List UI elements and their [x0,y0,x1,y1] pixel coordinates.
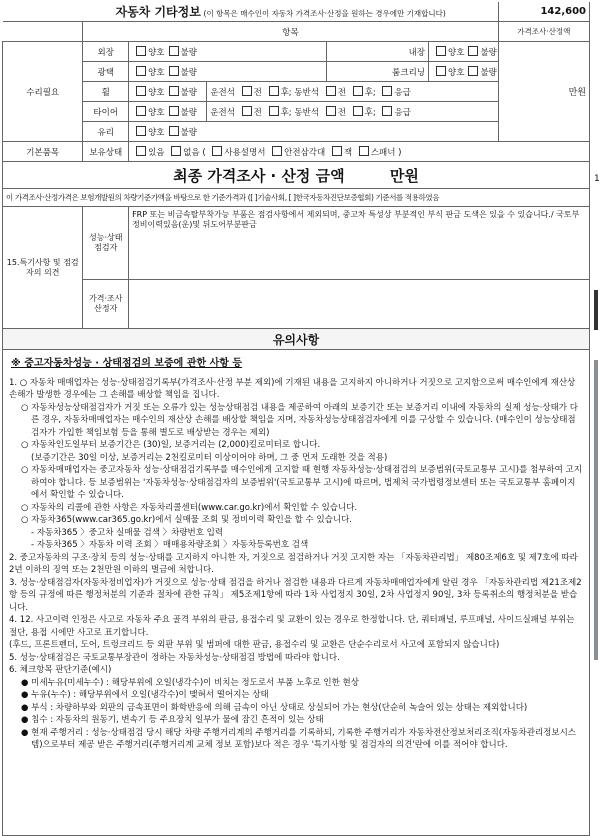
option-label: 양호 [448,47,465,58]
checkbox[interactable] [136,46,146,56]
checkbox[interactable] [171,146,181,156]
notice-body [2,350,590,836]
option-label: 전 [337,107,346,118]
notice-item: ● 부식 : 차량하부와 외판의 금속표면이 화학반응에 의해 금속이 아닌 상태로 상실되어 가는 현상(단순히 녹슬어 있는 상태는 제외합니다) [21,702,528,713]
repair-item: 광택 [83,62,129,82]
option-label: 후 [280,107,289,118]
header-row [3,2,590,22]
notice-title: 유의사항 [3,329,590,350]
repair-item: 타이어 [83,102,129,122]
checkbox[interactable] [468,46,478,56]
option-label: 불량 [480,47,497,58]
repair-item: 유리 [83,122,129,142]
option-label: 전 [337,87,346,98]
notice-item: (보증기간은 30일 이상, 보증거리는 2천킬로미터 이상이어야 하며, 그 중 먼저 도래한 것을 적용) [31,452,388,463]
repair-unit: 만원 [498,42,589,142]
option-label: 불량 [180,107,197,118]
checkbox[interactable] [136,106,146,116]
notice-item: 6. 체크항목 판단기준(예시) [9,665,112,675]
checkbox[interactable] [326,86,336,96]
option-label: 불량 [180,47,197,58]
repair-item: 룸크리닝 [326,62,428,82]
option-label: 있음 [148,147,165,158]
checkbox[interactable] [326,106,336,116]
price-inspector-label: 가격·조사 산정자 [83,280,129,329]
other-info-table: 자동차 기타정보 (이 항목은 매수인이 자동차 가격조사·산정을 원하는 경우에만 기재합니다) 142,600 항목 가격조사·산정액 수리필요 외장 양호 불량 내장 양호 불량 만원 광택 양호 불량 룸크리닝 양호 불량 휠 양호 불량 운전석 전 후; 동반석 전 후; 응급 타이어 양호 불량 운전석 전 후; 동반석 전 후; 응급 유리 양호 불량 기본품목 보유상태 있음 없음 ( 사용설명서 안전삼각대 잭 스패너 ) 최종 가격조사 · 산정 금액 만원 이 가격조사·산정가격은 보험개발원의 차량기준가액을 바탕으로 한 기준가격과 ([ ]기술사회, [ ]한국자동차진단보증협회) 기준서를 적용하였음 15.특기사항 및 점검자의 의견 성능·상태 점검자 FRP 또는 비금속탈부착가능 부품은 점검사항에서 제외되며, 중고차 특성상 부분적인 부식 판금 도색은 있을 수 있습니다./ 국토부정비이력있음(운)및 뒤도어부분판금 가격·조사 산정자 유의사항 [2,2,590,350]
notice-item: - 자동차365 〉중고차 실매물 검색 〉차량번호 입력 [31,527,224,538]
option-label: 사용설명서 [224,147,266,158]
checkbox[interactable] [169,126,179,136]
seat-label: 동반석 [294,87,320,98]
repair-needed-label: 수리필요 [3,42,83,142]
option-label: 없음 [183,147,200,158]
checkbox[interactable] [136,146,146,156]
option-label: 양호 [148,67,165,78]
repair-item: 내장 [326,42,428,62]
notice-item: ○ 자동차365(www.car365.go.kr)에서 실매물 조회 및 정비이력 확인을 할 수 있습니다. [21,515,353,525]
notice-item: ○ 자동차매매업자는 중고자동차 성능·상태점검기록부를 매수인에게 고지할 때 현행 자동차성능·상태점검의 보증범위(국토교통부 고시)를 첨부하여 고지하여야 합니다. 등 보증범위는 '자동차성능·상태점검자의 보증범위'(국토교통부 고시)에 따르며, 법제처 국가법령정보센터 또는 국토교통부 홈페이지에서 확인할 수 있습니다. [21,465,582,500]
checkbox[interactable] [242,86,252,96]
option-label: 응급 [394,107,411,118]
option-label: 전 [253,107,262,118]
seat-label: 운전석 [210,87,235,98]
checkbox[interactable] [242,106,252,116]
notice-item: ○ 자동차성능상태점검자가 거짓 또는 오류가 있는 성능상태점검 내용을 제공하여 아래의 보증기간 또는 보증거리 이내에 자동차의 실제 성능·상태가 다른 경우, 자동차매매업자는 매수인의 재산상 손해를 배상할 책임을 지며, 자동차성능상태점검자에게 이를 구상할 수 있습니다. (매수인이 성능상태점검자가 가입한 책임보험 등을 통해 별도로 배상받는 경우는 제외) [21,402,578,438]
option-label: 응급 [394,87,411,98]
section-title: 자동차 기타정보 [115,5,201,19]
checkbox[interactable] [169,86,179,96]
final-price-unit: 만원 [389,166,419,185]
notice-item: 1. ○ 자동차 매매업자는 성능·상태점검기록부(가격조사·산정 부분 제외)에 기재된 내용을 고지하지 아니하거나 거짓으로 고지함으로써 매수인에게 재산상 손해가 발생한 경우에는 그 손해를 배상할 책임을 집니다. [9,377,576,400]
option-label: 양호 [448,67,465,78]
repair-item: 외장 [83,42,129,62]
option-label: 후 [364,107,373,118]
notice-item: ● 미세누유(미세누수) : 해당부위에 오일(냉각수)이 비치는 정도로서 부품 노후로 인한 현상 [21,677,359,688]
performance-inspector-label: 성능·상태 점검자 [83,207,129,280]
checkbox[interactable] [359,146,369,156]
edge-divider [594,290,598,330]
option-label: 스패너 [370,147,396,158]
checkbox[interactable] [353,86,363,96]
checkbox[interactable] [136,126,146,136]
checkbox[interactable] [169,66,179,76]
option-label: 불량 [180,127,197,138]
notice-item: ● 누유(누수) : 해당부위에서 오일(냉각수)이 맺혀서 떨어지는 상태 [21,690,269,700]
checkbox[interactable] [269,86,279,96]
checkbox[interactable] [382,86,392,96]
price-inspector-opinion [129,280,590,329]
notice-item: ○ 자동차의 리콜에 관한 사항은 자동차리콜센터(www.car.go.kr)에서 확인할 수 있습니다. [21,502,358,513]
option-label: 불량 [480,67,497,78]
option-label: 후 [280,87,289,98]
checkbox[interactable] [436,66,446,76]
seat-label: 운전석 [210,107,235,118]
notice-heading: ※ 중고자동차성능 · 상태점검의 보증에 관한 사항 등 [11,358,243,369]
option-label: 불량 [180,87,197,98]
notice-item: ○ 자동차인도일부터 보증기간은 (30)일, 보증거리는 (2,000)킬로미터로 합니다. [21,440,321,450]
checkbox[interactable] [382,106,392,116]
checkbox[interactable] [169,46,179,56]
checkbox[interactable] [272,146,282,156]
checkbox[interactable] [136,66,146,76]
option-label: 양호 [148,127,165,138]
checkbox[interactable] [332,146,342,156]
final-price-title: 최종 가격조사 · 산정 금액 [173,166,345,185]
inspection-form-page [2,2,590,836]
checkbox[interactable] [436,46,446,56]
option-label: 후 [364,87,373,98]
notice-item: - 자동차365 〉자동차 이력 조회 〉매매용차량조회 〉자동차등록번호 검색 [31,540,309,550]
option-label: 안전삼각대 [284,147,326,158]
column-item-header: 항목 [83,22,498,42]
repair-item: 휠 [83,82,129,102]
notice-item: 4. 12. 사고이력 인정은 사고로 자동차 주요 골격 부위의 판금, 용접수리 및 교환이 있는 경우로 한정합니다. 단, 쿼터패널, 루프패널, 사이드실패널 부위는 절단, 용접 시에만 사고로 표기합니다. [9,615,575,638]
notice-item: 5. 성능·상태점검은 국토교통부장관이 정하는 자동차성능·상태점검 방법에 따라야 합니다. [9,652,340,663]
opinion-label: 15.특기사항 및 점검자의 의견 [3,207,83,329]
edge-divider [594,360,598,660]
checkbox[interactable] [212,146,222,156]
final-price-note: 이 가격조사·산정가격은 보험개발원의 차량기준가액을 바탕으로 한 기준가격과 ([ ]기술사회, [ ]한국자동차진단보증협회) 기준서를 적용하였음 [3,189,590,207]
checkbox[interactable] [353,106,363,116]
basic-items-label: 기본품목 [3,142,83,162]
notice-item: ● 침수 : 자동차의 원동기, 변속기 등 주요장치 일부가 물에 잠긴 흔적이 있는 상태 [21,715,324,725]
checkbox[interactable] [169,106,179,116]
column-price-header: 가격조사·산정액 [498,22,589,42]
option-label: 잭 [343,147,353,158]
option-label: 양호 [148,47,165,58]
notice-item: ● 현재 주행거리 : 성능·상태점검 당시 해당 차량 주행거리계의 주행거리를 기록하되, 기록한 주행거리가 자동차전산정보처리조직(자동차관리정보시스템)으로부터 제공 받은 주행거리(주행거리계 교체 정보 포함)보다 적은 경우 '특기사항 및 점검자의 의견'란에 이를 적어야 합니다. [21,727,577,750]
option-label: 양호 [148,107,165,118]
option-label: 불량 [180,67,197,78]
side-page-mark: 1 [594,174,600,184]
checkbox[interactable] [468,66,478,76]
notice-item: (후드, 프론트펜더, 도어, 트렁크리드 등 외판 부위 및 범퍼에 대한 판금, 용접수리 및 교환은 단순수리로서 사고에 포함되지 않습니다) [9,640,500,650]
option-label: 양호 [148,87,165,98]
notice-item: 2. 중고자동차의 구조·장치 등의 성능·상태를 고지하지 아니한 자, 거짓으로 점검하거나 거짓 고지한 자는 「자동차관리법」 제80조제6호 및 제7호에 따라 2년 이하의 징역 또는 2천만원 이하의 벌금에 처합니다. [9,552,578,575]
section-subtitle: (이 항목은 매수인이 자동차 가격조사·산정을 원하는 경우에만 기재합니다) [203,9,446,18]
price-amount: 142,600 [498,2,589,22]
checkbox[interactable] [136,86,146,96]
performance-inspector-opinion: FRP 또는 비금속탈부착가능 부품은 점검사항에서 제외되며, 중고차 특성상 부분적인 부식 판금 도색은 있을 수 있습니다./ 국토부정비이력있음(운)및 뒤도어부분판금 [129,207,590,280]
option-label: 전 [253,87,262,98]
notice-item: 3. 성능·상태점검자(자동차정비업자)가 거짓으로 성능·상태 점검을 하거나 점검한 내용과 다르게 자동차매매업자에게 알린 경우 「자동차관리법 제21조제2항 등의 규정에 따른 행정처분의 기준과 절차에 관한 규칙」 제5조제1항에 따라 1차 사업정지 30일, 2차 사업정지 90일, 3차 등록취소의 행정처분을 받습니다. [9,577,582,613]
basic-items-status: 보유상태 [83,142,129,162]
seat-label: 동반석 [294,107,320,118]
checkbox[interactable] [269,106,279,116]
